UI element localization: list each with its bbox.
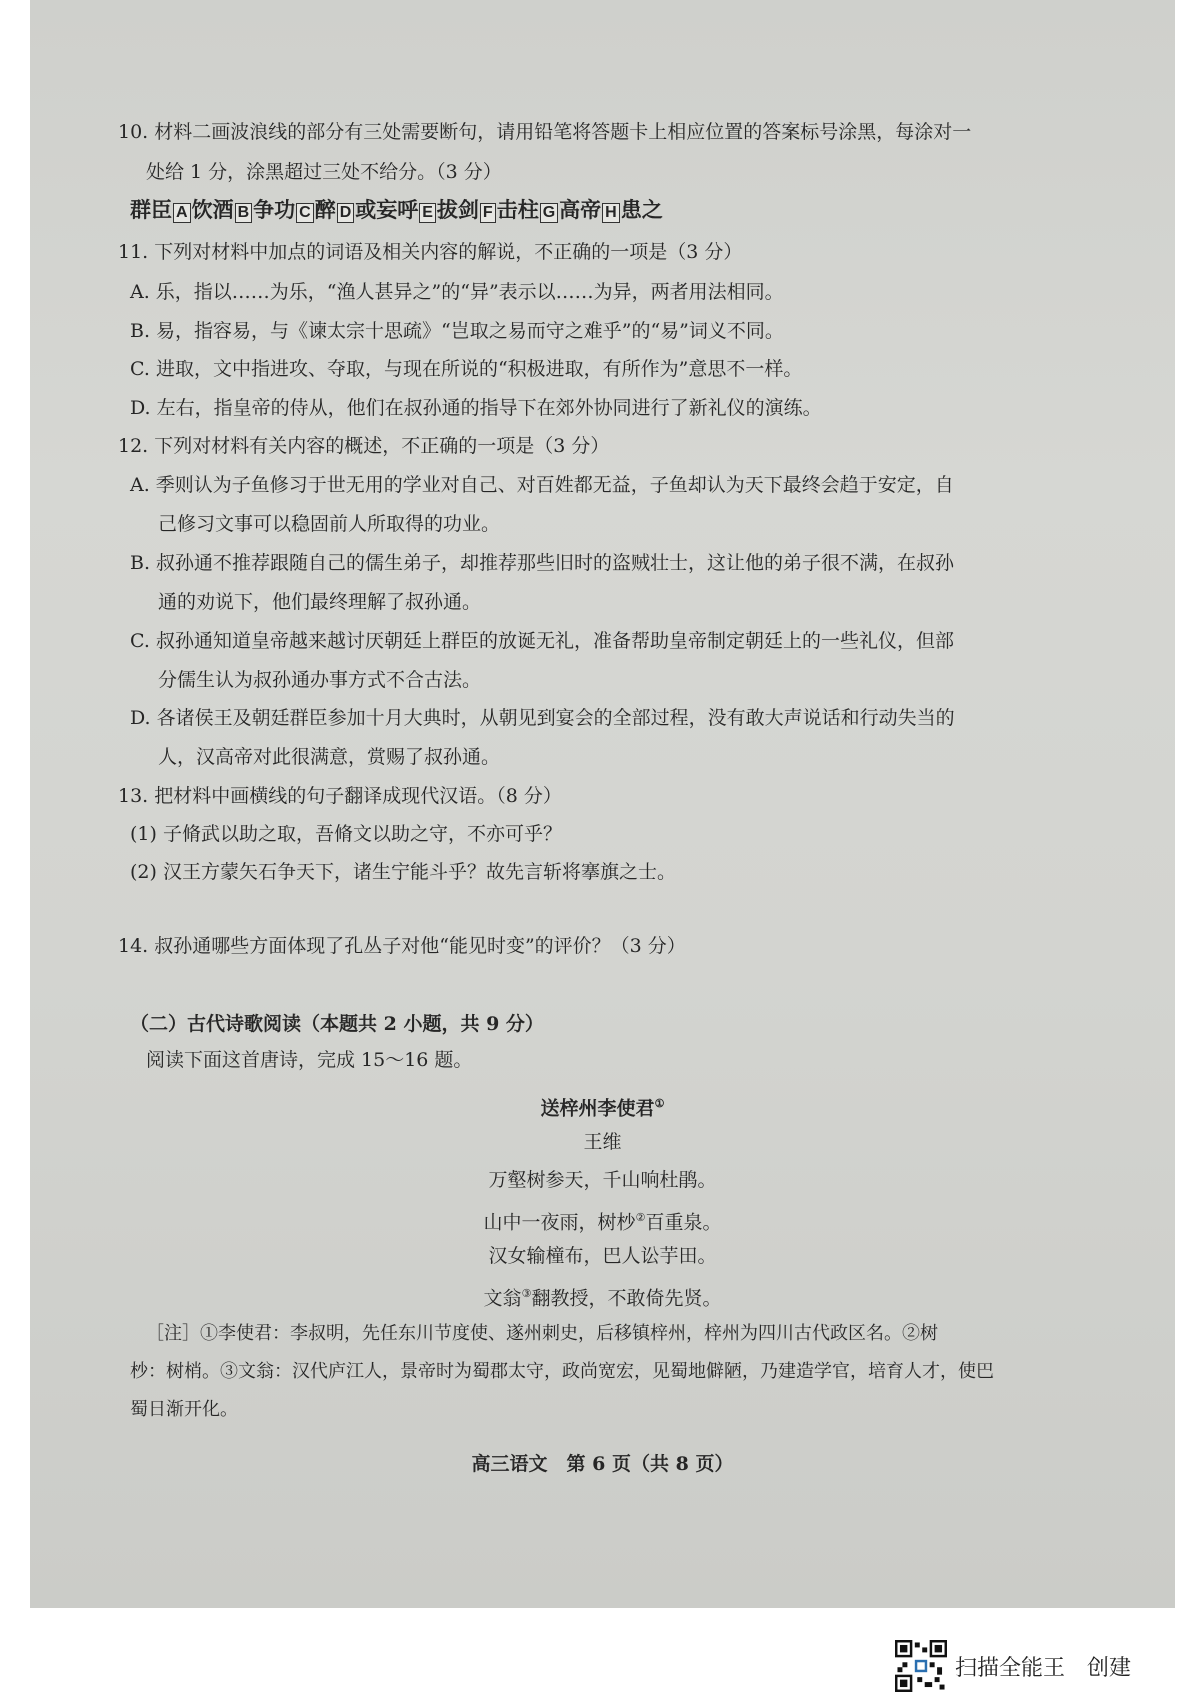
q13-item-2: (2) 汉王方蒙矢石争天下，诸生宁能斗乎？故先言斩将搴旗之士。: [130, 861, 676, 883]
poem-line-2: [30, 1206, 1175, 1234]
q11-option-c: C. 进取，文中指进攻、夺取，与现在所说的“积极进取，有所作为”意思不一样。: [130, 358, 803, 380]
poem-line-1: [30, 1168, 1175, 1192]
answer-box-f[interactable]: F: [480, 203, 496, 223]
q11-stem: 11. 下列对材料中加点的词语及相关内容的解说，不正确的一项是（3 分）: [118, 241, 743, 263]
answer-box-e[interactable]: E: [419, 203, 436, 223]
segment: 患之: [620, 197, 663, 222]
segment: 高帝: [559, 197, 602, 222]
scanner-watermark: [895, 1640, 1131, 1692]
q12-option-c-line2: 分儒生认为叔孙通办事方式不合古法。: [158, 669, 482, 691]
q12-option-c-line1: C. 叔孙通知道皇帝越来越讨厌朝廷上群臣的放诞无礼，准备帮助皇帝制定朝廷上的一些礼仪，但部: [130, 630, 954, 652]
q10-line1: 10. 材料二画波浪线的部分有三处需要断句，请用铅笔将答题卡上相应位置的答案标号涂黑，每涂对一: [118, 121, 972, 143]
answer-box-h[interactable]: H: [602, 203, 620, 223]
poem-author: 王维: [583, 1131, 622, 1153]
poem-line-text: 汉女输橦布，巴人讼芋田。: [488, 1245, 717, 1267]
q12-stem: 12. 下列对材料有关内容的概述，不正确的一项是（3 分）: [118, 435, 610, 457]
poem-note-line1: ［注］①李使君：李叔明，先任东川节度使、遂州刺史，后移镇梓州，梓州为四川古代政区名。②树: [146, 1323, 938, 1344]
q12-option-d-line1: D. 各诸侯王及朝廷群臣参加十月大典时，从朝见到宴会的全部过程，没有敢大声说话和行动失当的: [130, 707, 955, 729]
note-mark: ③: [521, 1287, 532, 1300]
answer-box-g[interactable]: G: [540, 203, 558, 223]
poem-title-text: 送梓州李使君: [540, 1097, 655, 1120]
segment: 或妄呼: [355, 197, 419, 222]
q13-stem: 13. 把材料中画横线的句子翻译成现代汉语。（8 分）: [118, 785, 562, 807]
poem-line-text: 万壑树参天，千山响杜鹃。: [488, 1169, 717, 1191]
page-footer: 高三语文 第 6 页（共 8 页）: [471, 1453, 734, 1475]
poem-note-line3: 蜀日渐开化。: [130, 1399, 238, 1420]
q10-line2: 处给 1 分，涂黑超过三处不给分。（3 分）: [146, 161, 502, 183]
exam-page: [30, 0, 1175, 1608]
q12-option-a-line1: A. 季则认为子鱼修习于世无用的学业对自己、对百姓都无益，子鱼却认为天下最终会趋于安定，自: [130, 474, 954, 496]
q10-segmented-sentence: [130, 198, 663, 223]
note-mark: ②: [635, 1211, 646, 1224]
q11-option-b: B. 易，指容易，与《谏太宗十思疏》“岂取之易而守之难乎”的“易”词义不同。: [130, 320, 784, 342]
poem-line-text: 山中一夜雨，树杪: [483, 1211, 636, 1234]
section-intro: 阅读下面这首唐诗，完成 15～16 题。: [146, 1049, 473, 1071]
segment: 饮酒: [191, 197, 234, 222]
poem-line-text: 文翁: [483, 1287, 522, 1310]
q12-option-a-line2: 己修习文事可以稳固前人所取得的功业。: [158, 513, 501, 535]
section-heading: （二）古代诗歌阅读（本题共 2 小题，共 9 分）: [130, 1013, 544, 1035]
q13-item-1: (1) 子脩武以助之取，吾脩文以助之守，不亦可乎？: [130, 823, 562, 845]
q12-option-b-line2: 通的劝说下，他们最终理解了叔孙通。: [158, 591, 482, 613]
poem-line-text: 翻教授，不敢倚先贤。: [531, 1287, 722, 1310]
poem-title: [30, 1092, 1175, 1120]
q12-option-d-line2: 人，汉高帝对此很满意，赏赐了叔孙通。: [158, 746, 501, 768]
poem-line-3: [30, 1244, 1175, 1268]
segment: 醉: [314, 197, 336, 222]
segment: 争功: [253, 197, 296, 222]
answer-box-b[interactable]: B: [235, 203, 253, 223]
answer-box-c[interactable]: C: [296, 203, 314, 223]
q14-stem: 14. 叔孙通哪些方面体现了孔丛子对他“能见时变”的评价？（3 分）: [118, 935, 686, 957]
segment: 拔剑: [436, 197, 479, 222]
answer-box-d[interactable]: D: [337, 203, 355, 223]
poem-title-note-mark: ①: [654, 1097, 665, 1110]
segment: 群臣: [130, 197, 172, 222]
answer-box-a[interactable]: A: [173, 203, 191, 223]
poem-line-text: 百重泉。: [645, 1211, 722, 1234]
segment: 击柱: [496, 197, 539, 222]
q11-option-d: D. 左右，指皇帝的侍从，他们在叔孙通的指导下在郊外协同进行了新礼仪的演练。: [130, 397, 822, 419]
q12-option-b-line1: B. 叔孙通不推荐跟随自己的儒生弟子，却推荐那些旧时的盗贼壮士，这让他的弟子很不满，在叔孙: [130, 552, 955, 574]
poem-note-line2: 杪：树梢。③文翁：汉代庐江人，景帝时为蜀郡太守，政尚宽宏，见蜀地僻陋，乃建造学官，培育人才，使巴: [130, 1361, 994, 1382]
qr-code-icon: [895, 1640, 947, 1692]
scanner-watermark-text: 扫描全能王 创建: [955, 1655, 1132, 1681]
q11-option-a: A. 乐，指以……为乐，“渔人甚异之”的“异”表示以……为异，两者用法相同。: [130, 281, 784, 303]
poem-line-4: [30, 1282, 1175, 1310]
